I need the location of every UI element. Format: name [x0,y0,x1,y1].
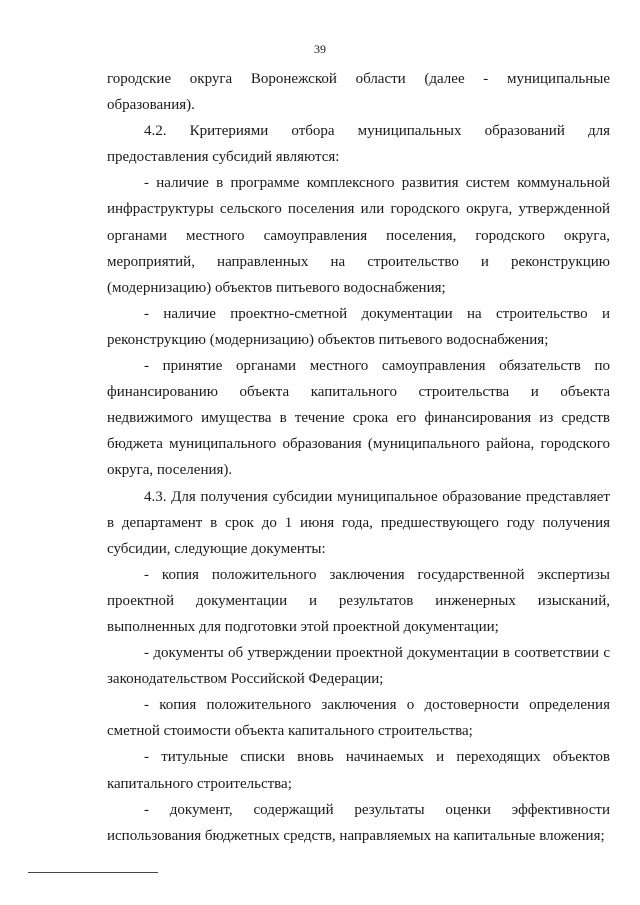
paragraph-10: - титульные списки вновь начинаемых и переходящих объектов капитального строительства; [107,749,610,792]
paragraph-11: - документ, содержащий результаты оценки эффективности использования бюджетных средств, направляемых на капитальные вложения; [107,801,610,844]
document-body [107,66,610,849]
footnote-separator [28,872,158,873]
paragraph-3: - наличие в программе комплексного развития систем коммунальной инфраструктуры сельского поселения или городского округа, утвержденной органами местного самоуправления поселения, городского округа, мероприятий, направленных на строительство и реконструкцию (модернизацию) объектов питьевого водоснабжения; [107,175,610,296]
paragraph-1: городские округа Воронежской области (далее - муниципальные образования). [107,71,610,114]
paragraph-4: - наличие проектно-сметной документации на строительство и реконструкцию (модернизацию) объектов питьевого водоснабжения; [107,305,610,348]
paragraph-7: - копия положительного заключения государственной экспертизы проектной документации и результатов инженерных изысканий, выполненных для подготовки этой проектной документации; [107,566,610,635]
page-number: 39 [314,42,326,56]
paragraph-8: - документы об утверждении проектной документации в соответствии с законодательством Российской Федерации; [107,645,610,688]
paragraph-5: - принятие органами местного самоуправления обязательств по финансированию объекта капитального строительства и объекта недвижимого имущества в течение срока его финансирования из средств бюджета муниципального образования (муниципального района, городского округа, поселения). [107,358,610,479]
paragraph-9: - копия положительного заключения о достоверности определения сметной стоимости объекта капитального строительства; [107,697,610,740]
paragraph-6: 4.3. Для получения субсидии муниципальное образование представляет в департамент в срок до 1 июня года, предшествующего году получения субсидии, следующие документы: [107,488,610,557]
paragraph-2: 4.2. Критериями отбора муниципальных образований для предоставления субсидий являются: [107,123,610,166]
